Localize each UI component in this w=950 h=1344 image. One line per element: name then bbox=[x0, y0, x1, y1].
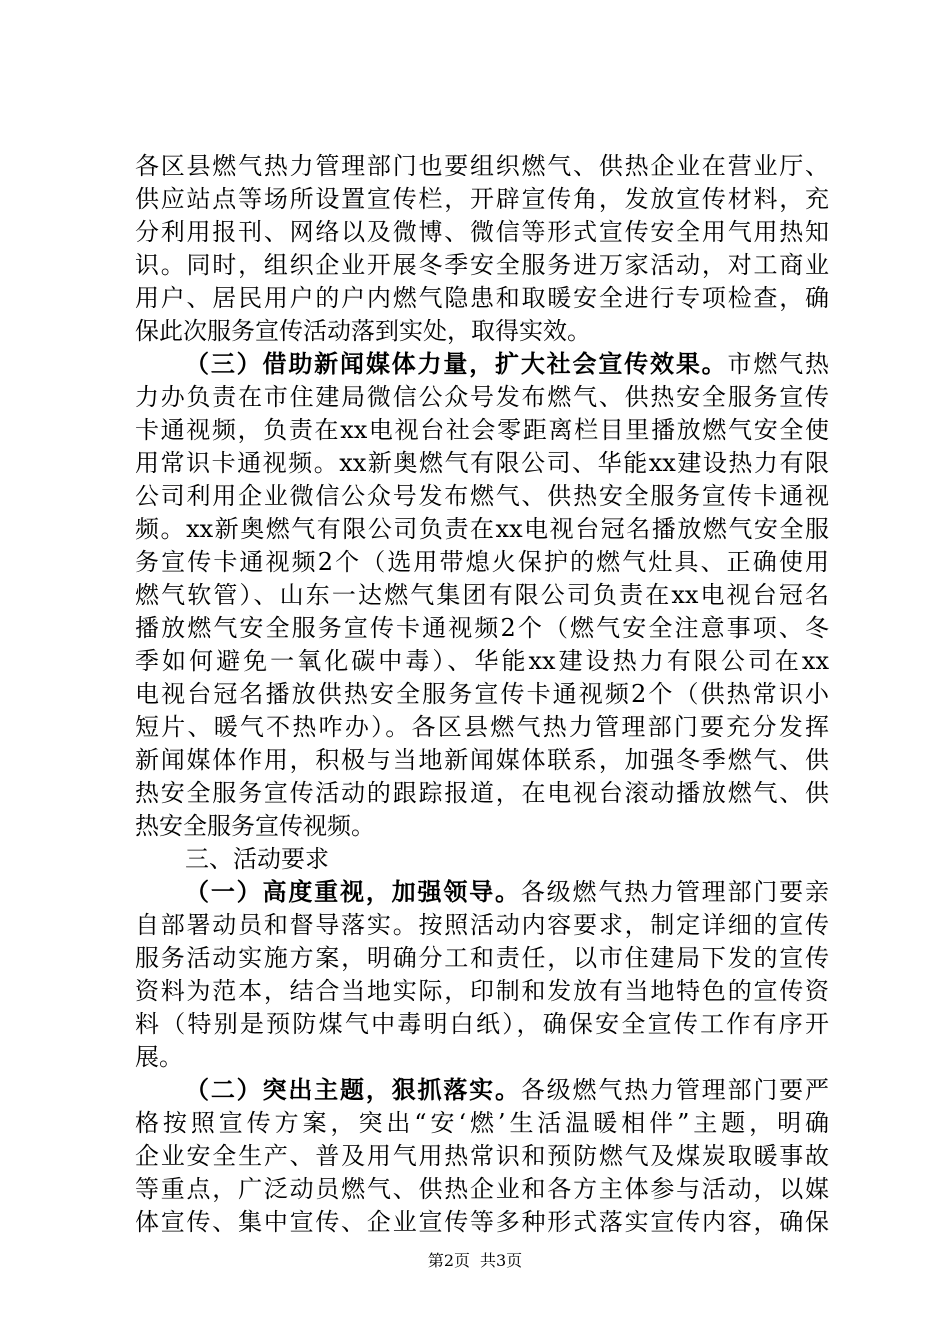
text-line: 服务活动实施方案，明确分工和责任，以市住建局下发的宣传 bbox=[135, 944, 829, 972]
text-line: 自部署动员和督导落实。按照活动内容要求，制定详细的宣传 bbox=[135, 911, 829, 939]
text-line: 分利用报刊、网络以及微博、微信等形式宣传安全用气用热知 bbox=[135, 218, 829, 246]
text-line: 卡通视频，负责在xx电视台社会零距离栏目里播放燃气安全使 bbox=[135, 416, 829, 444]
text-line: 展。 bbox=[135, 1043, 183, 1071]
text-line: 短片、暖气不热咋办）。各区县燃气热力管理部门要充分发挥 bbox=[135, 713, 829, 741]
paragraph-heading: （二）突出主题，狠抓落实。 bbox=[185, 1076, 521, 1104]
paragraph-heading: （一）高度重视，加强领导。 bbox=[185, 878, 521, 906]
page-footer bbox=[0, 1248, 950, 1271]
text-line: 热安全服务宣传视频。 bbox=[135, 812, 375, 840]
text-line: 识。同时，组织企业开展冬季安全服务进万家活动，对工商业 bbox=[135, 251, 829, 279]
text-line: 力办负责在市住建局微信公众号发布燃气、供热安全服务宣传 bbox=[135, 383, 829, 411]
text-line: 体宣传、集中宣传、企业宣传等多种形式落实宣传内容，确保 bbox=[135, 1208, 829, 1236]
paragraph-first-line bbox=[135, 348, 829, 381]
paragraph-text: 各级燃气热力管理部门要严 bbox=[520, 1076, 830, 1104]
text-line: 电视台冠名播放供热安全服务宣传卡通视频2个（供热常识小 bbox=[135, 680, 829, 708]
text-line: 用常识卡通视频。xx新奥燃气有限公司、华能xx建设热力有限 bbox=[135, 449, 829, 477]
text-line: 务宣传卡通视频2个（选用带熄火保护的燃气灶具、正确使用 bbox=[135, 548, 829, 576]
document-body bbox=[135, 150, 829, 1239]
text-line: 频。xx新奥燃气有限公司负责在xx电视台冠名播放燃气安全服 bbox=[135, 515, 829, 543]
paragraph-first-line bbox=[135, 1074, 829, 1107]
text-line: 企业安全生产、普及用气用热常识和预防燃气及煤炭取暖事故 bbox=[135, 1142, 829, 1170]
page-total: 共3页 bbox=[480, 1251, 523, 1270]
text-line: 资料为范本，结合当地实际，印制和发放有当地特色的宣传资 bbox=[135, 977, 829, 1005]
text-line: 保此次服务宣传活动落到实处，取得实效。 bbox=[135, 317, 591, 345]
text-line: 公司利用企业微信公众号发布燃气、供热安全服务宣传卡通视 bbox=[135, 482, 829, 510]
paragraph-text: 各级燃气热力管理部门要亲 bbox=[520, 878, 830, 906]
page-number: 第2页 bbox=[427, 1251, 470, 1270]
paragraph-first-line bbox=[135, 876, 829, 909]
text-line: 格按照宣传方案，突出“安‘燃’生活温暖相伴”主题，明确 bbox=[135, 1109, 829, 1137]
text-line: 用户、居民用户的户内燃气隐患和取暖安全进行专项检查，确 bbox=[135, 284, 829, 312]
text-line: 各区县燃气热力管理部门也要组织燃气、供热企业在营业厅、 bbox=[135, 152, 829, 180]
section-title: 三、活动要求 bbox=[185, 845, 329, 873]
text-line: 季如何避免一氧化碳中毒）、华能xx建设热力有限公司在xx bbox=[135, 647, 829, 675]
text-line: 料（特别是预防煤气中毒明白纸），确保安全宣传工作有序开 bbox=[135, 1010, 829, 1038]
paragraph-text: 市燃气热 bbox=[727, 350, 829, 378]
paragraph-heading: （三）借助新闻媒体力量，扩大社会宣传效果。 bbox=[185, 350, 728, 378]
text-line: 新闻媒体作用，积极与当地新闻媒体联系，加强冬季燃气、供 bbox=[135, 746, 829, 774]
text-line: 播放燃气安全服务宣传卡通视频2个（燃气安全注意事项、冬 bbox=[135, 614, 829, 642]
text-line: 等重点，广泛动员燃气、供热企业和各方主体参与活动，以媒 bbox=[135, 1175, 829, 1203]
text-line: 供应站点等场所设置宣传栏，开辟宣传角，发放宣传材料，充 bbox=[135, 185, 829, 213]
text-line: 燃气软管）、山东一达燃气集团有限公司负责在xx电视台冠名 bbox=[135, 581, 829, 609]
text-line: 热安全服务宣传活动的跟踪报道，在电视台滚动播放燃气、供 bbox=[135, 779, 829, 807]
